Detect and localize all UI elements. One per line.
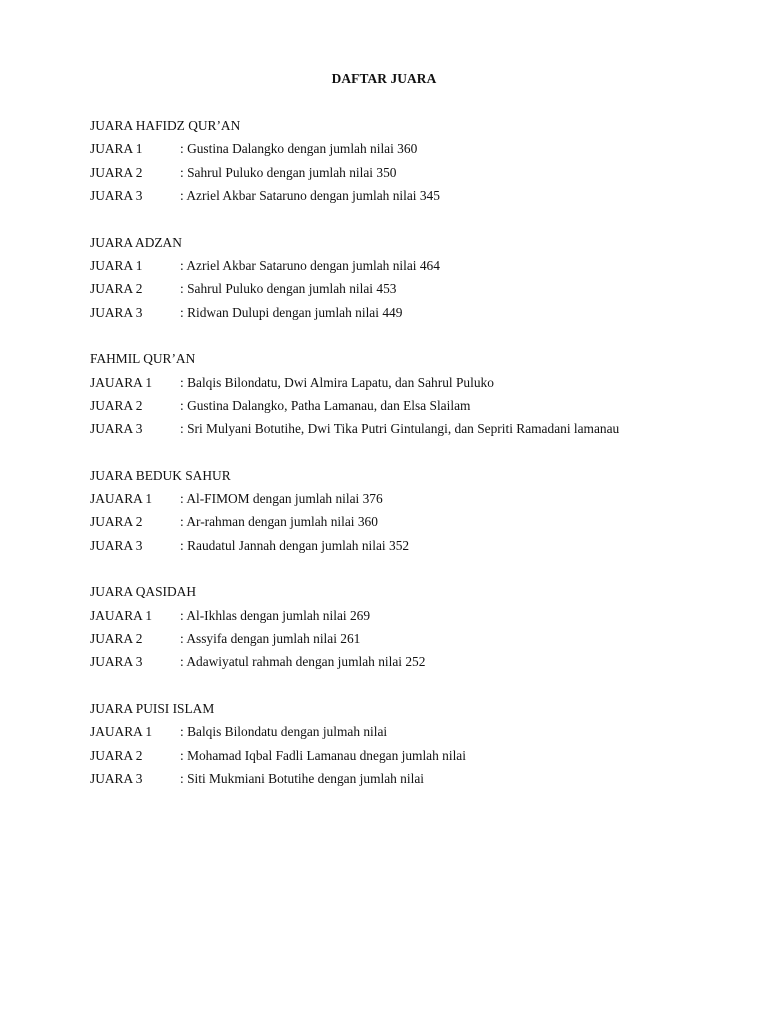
winner-rank: JAUARA 1 — [90, 491, 153, 507]
winner-rank: JUARA 3 — [90, 770, 143, 786]
winner-rank: JUARA 1 — [90, 141, 143, 157]
winner-entry — [90, 421, 740, 444]
winner-rank: JUARA 2 — [90, 631, 143, 647]
winner-entry — [90, 608, 740, 631]
winner-entry — [90, 141, 740, 164]
winner-detail: : Gustina Dalangko, Patha Lamanau, dan Elsa Slailam — [180, 397, 471, 413]
winner-detail: : Balqis Bilondatu dengan julmah nilai — [180, 724, 388, 740]
winner-entry — [90, 724, 740, 747]
winner-detail: : Siti Mukmiani Botutihe dengan jumlah nilai — [180, 770, 424, 786]
winner-entry — [90, 188, 740, 211]
winner-rank: JAUARA 1 — [90, 607, 153, 623]
winner-rank: JUARA 2 — [90, 397, 143, 413]
section-heading: JUARA ADZAN — [90, 234, 182, 250]
winner-entry — [90, 771, 740, 794]
winner-rank: JUARA 2 — [90, 281, 143, 297]
winner-detail: : Raudatul Jannah dengan jumlah nilai 352 — [180, 537, 410, 553]
winner-detail: : Assyifa dengan jumlah nilai 261 — [180, 631, 361, 647]
winner-detail: : Gustina Dalangko dengan jumlah nilai 360 — [180, 141, 418, 157]
section-qasidah — [90, 584, 740, 678]
winner-rank: JAUARA 1 — [90, 374, 153, 390]
winner-rank: JUARA 2 — [90, 747, 143, 763]
page-title: DAFTAR JUARA — [331, 71, 437, 86]
winner-rank: JUARA 3 — [90, 188, 143, 204]
winner-detail: : Ridwan Dulupi dengan jumlah nilai 449 — [180, 304, 403, 320]
winner-rank: JUARA 3 — [90, 654, 143, 670]
winner-entry — [90, 538, 740, 561]
winner-detail: : Al-FIMOM dengan jumlah nilai 376 — [180, 491, 383, 507]
winner-detail: : Sahrul Puluko dengan jumlah nilai 350 — [180, 164, 397, 180]
winner-detail: : Azriel Akbar Sataruno dengan jumlah nilai 464 — [180, 257, 440, 273]
winner-detail: : Mohamad Iqbal Fadli Lamanau dnegan jumlah nilai — [180, 747, 466, 763]
winner-entry — [90, 491, 740, 514]
winner-entry — [90, 398, 740, 421]
winners-list — [90, 118, 740, 817]
winner-entry — [90, 654, 740, 677]
winner-rank: JUARA 2 — [90, 514, 143, 530]
winner-rank: JUARA 3 — [90, 537, 143, 553]
section-heading: JUARA BEDUK SAHUR — [90, 467, 231, 483]
section-fahmil-quran — [90, 351, 740, 445]
winner-rank: JUARA 3 — [90, 304, 143, 320]
winner-rank: JAUARA 1 — [90, 724, 153, 740]
winner-entry — [90, 375, 740, 398]
winner-entry — [90, 258, 740, 281]
winner-detail: : Azriel Akbar Sataruno dengan jumlah nilai 345 — [180, 188, 440, 204]
winner-detail: : Sahrul Puluko dengan jumlah nilai 453 — [180, 281, 397, 297]
winner-detail: : Sri Mulyani Botutihe, Dwi Tika Putri Gintulangi, dan Sepriti Ramadani lamanau — [180, 421, 620, 437]
winner-rank: JUARA 3 — [90, 421, 143, 437]
section-heading: JUARA HAFIDZ QUR’AN — [90, 118, 241, 133]
section-heading: JUARA PUISI ISLAM — [90, 700, 215, 716]
winner-entry — [90, 281, 740, 304]
winner-rank: JUARA 2 — [90, 164, 143, 180]
section-beduk-sahur — [90, 468, 740, 562]
winner-entry — [90, 165, 740, 188]
winner-detail: : Adawiyatul rahmah dengan jumlah nilai 252 — [180, 654, 426, 670]
winner-entry — [90, 305, 740, 328]
section-heading: FAHMIL QUR’AN — [90, 351, 196, 367]
winner-detail: : Al-Ikhlas dengan jumlah nilai 269 — [180, 607, 371, 623]
winner-entry — [90, 514, 740, 537]
section-adzan — [90, 235, 740, 329]
winner-rank: JUARA 1 — [90, 257, 143, 273]
winner-entry — [90, 631, 740, 654]
section-puisi-islam — [90, 701, 740, 795]
section-heading: JUARA QASIDAH — [90, 584, 197, 600]
section-hafidz-quran — [90, 118, 740, 212]
winner-entry — [90, 748, 740, 771]
winner-detail: : Ar-rahman dengan jumlah nilai 360 — [180, 514, 378, 530]
winner-detail: : Balqis Bilondatu, Dwi Almira Lapatu, dan Sahrul Puluko — [180, 374, 494, 390]
